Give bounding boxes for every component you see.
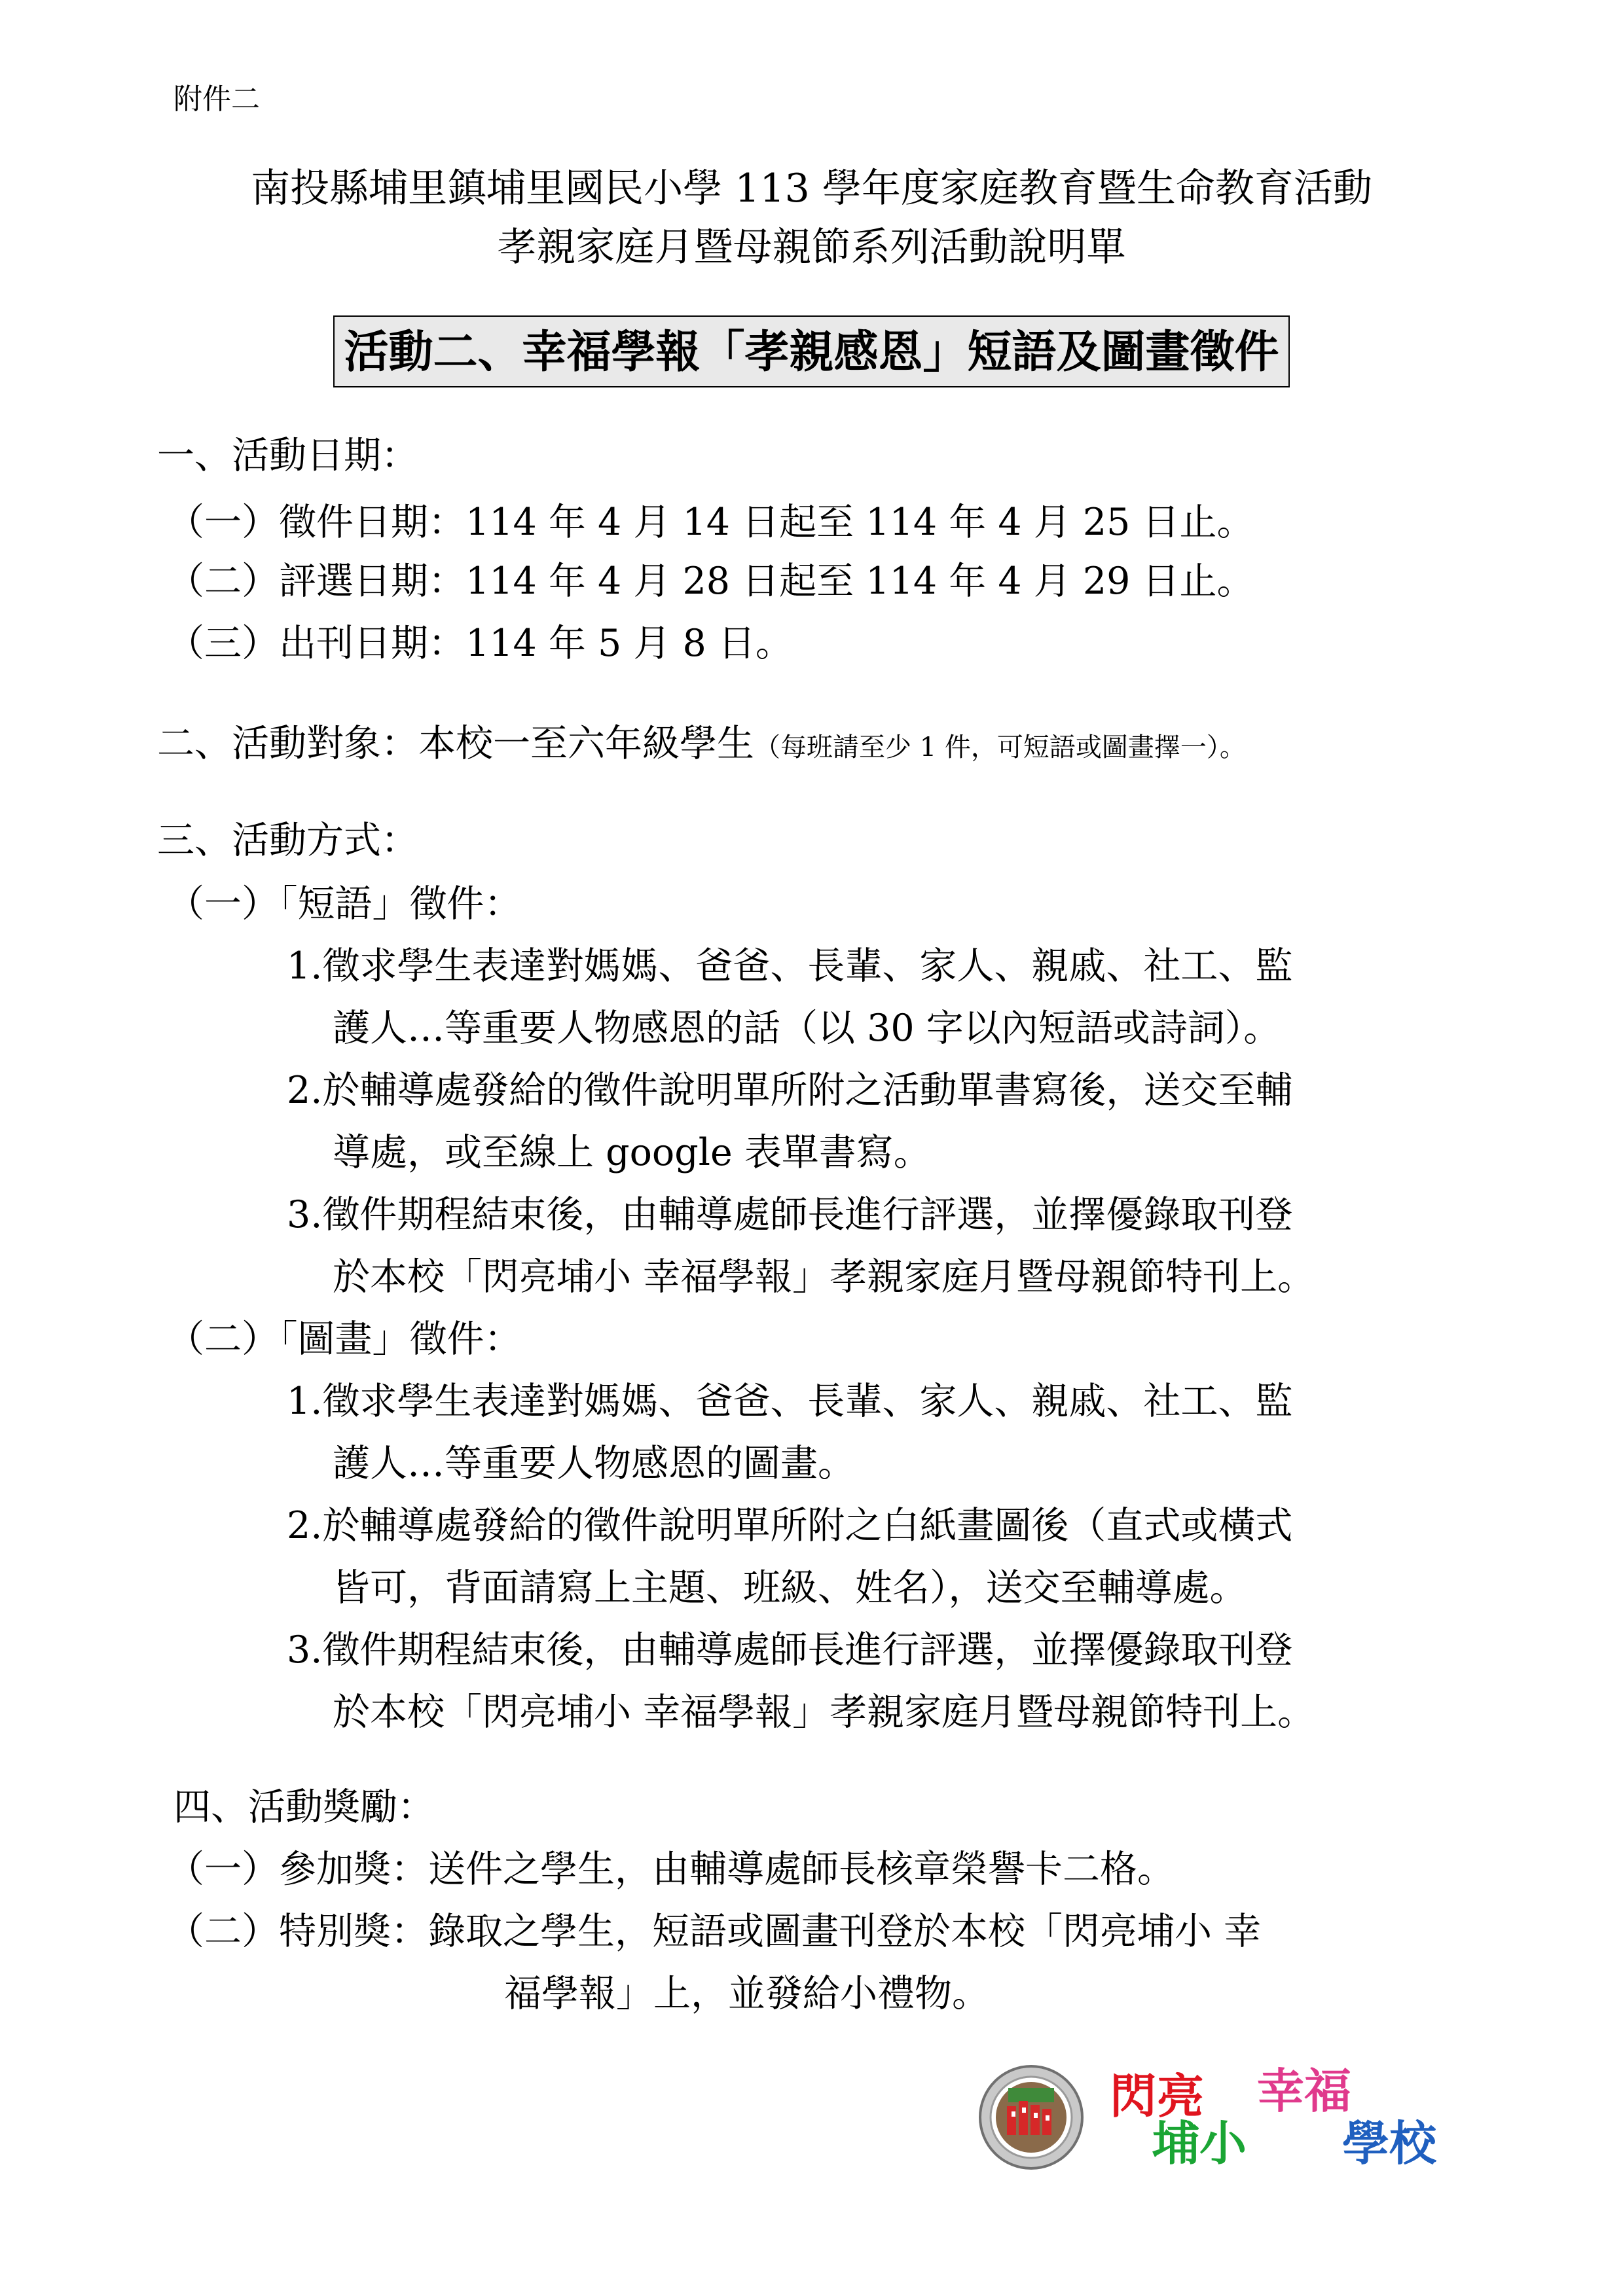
document-title-line-2: 孝親家庭月暨母親節系列活動說明單 [497, 224, 1126, 270]
drawing-item-2-line-2: 皆可，背面請寫上主題、班級、姓名），送交至輔導處。 [333, 1566, 1247, 1609]
section-target [157, 713, 1246, 767]
date-item-collection: （一）徵件日期：114 年 4 月 14 日起至 114 年 4 月 25 日止。 [167, 501, 1254, 544]
phrase-item-2-line-1: 2.於輔導處發給的徵件說明單所附之活動單書寫後，送交至輔 [287, 1069, 1293, 1112]
reward-special-line-1: （二）特別獎：錄取之學生，短語或圖畫刊登於本校「閃亮埔小 幸 [167, 1910, 1262, 1953]
phrase-item-3-line-1: 3.徵件期程結束後，由輔導處師長進行評選，並擇優錄取刊登 [287, 1193, 1293, 1236]
logo-word-1: 閃亮 [1110, 2071, 1205, 2123]
drawing-item-2-line-1: 2.於輔導處發給的徵件說明單所附之白紙畫圖後（直式或橫式 [287, 1504, 1293, 1547]
school-logo [976, 2062, 1486, 2173]
logo-emblem [980, 2066, 1082, 2168]
reward-special-line-2: 福學報」上，並發給小禮物。 [504, 1972, 989, 2015]
phrase-item-3-line-2: 於本校「閃亮埔小 幸福學報」孝親家庭月暨母親節特刊上。 [333, 1255, 1315, 1299]
logo-word-4: 學校 [1342, 2118, 1437, 2170]
date-item-judging: （二）評選日期：114 年 4 月 28 日起至 114 年 4 月 29 日止。 [167, 560, 1254, 603]
document-title-line-1: 南投縣埔里鎮埔里國民小學 113 學年度家庭教育暨生命教育活動 [251, 166, 1372, 211]
activity-heading-wrap [0, 315, 1623, 387]
section-target-note: （每班請至少 1 件，可短語或圖畫擇一）。 [754, 732, 1246, 762]
logo-word-2: 幸福 [1257, 2066, 1352, 2118]
annex-label: 附件二 [173, 82, 260, 116]
logo-word-3: 埔小 [1152, 2118, 1247, 2170]
activity-heading: 活動二、幸福學報「孝親感恩」短語及圖畫徵件 [333, 315, 1289, 387]
method-phrase-heading: （一）「短語」徵件： [167, 882, 522, 925]
phrase-item-2-line-2: 導處，或至線上 google 表單書寫。 [333, 1131, 931, 1174]
date-item-publication: （三）出刊日期：114 年 5 月 8 日。 [167, 622, 793, 665]
section-target-text: 二、活動對象：本校一至六年級學生 [157, 722, 754, 765]
phrase-item-1-line-2: 護人…等重要人物感恩的話（以 30 字以內短語或詩詞）。 [333, 1007, 1281, 1050]
section-method-heading: 三、活動方式： [157, 819, 418, 862]
section-dates-heading: 一、活動日期： [157, 434, 418, 477]
method-drawing-heading: （二）「圖畫」徵件： [167, 1318, 522, 1361]
drawing-item-3-line-2: 於本校「閃亮埔小 幸福學報」孝親家庭月暨母親節特刊上。 [333, 1691, 1315, 1734]
drawing-item-3-line-1: 3.徵件期程結束後，由輔導處師長進行評選，並擇優錄取刊登 [287, 1628, 1293, 1672]
phrase-item-1-line-1: 1.徵求學生表達對媽媽、爸爸、長輩、家人、親戚、社工、監 [287, 944, 1293, 988]
drawing-item-1-line-1: 1.徵求學生表達對媽媽、爸爸、長輩、家人、親戚、社工、監 [287, 1380, 1293, 1423]
section-rewards-heading: 四、活動獎勵： [173, 1785, 435, 1829]
drawing-item-1-line-2: 護人…等重要人物感恩的圖畫。 [333, 1442, 855, 1485]
reward-participation: （一）參加獎：送件之學生，由輔導處師長核章榮譽卡二格。 [167, 1848, 1175, 1891]
